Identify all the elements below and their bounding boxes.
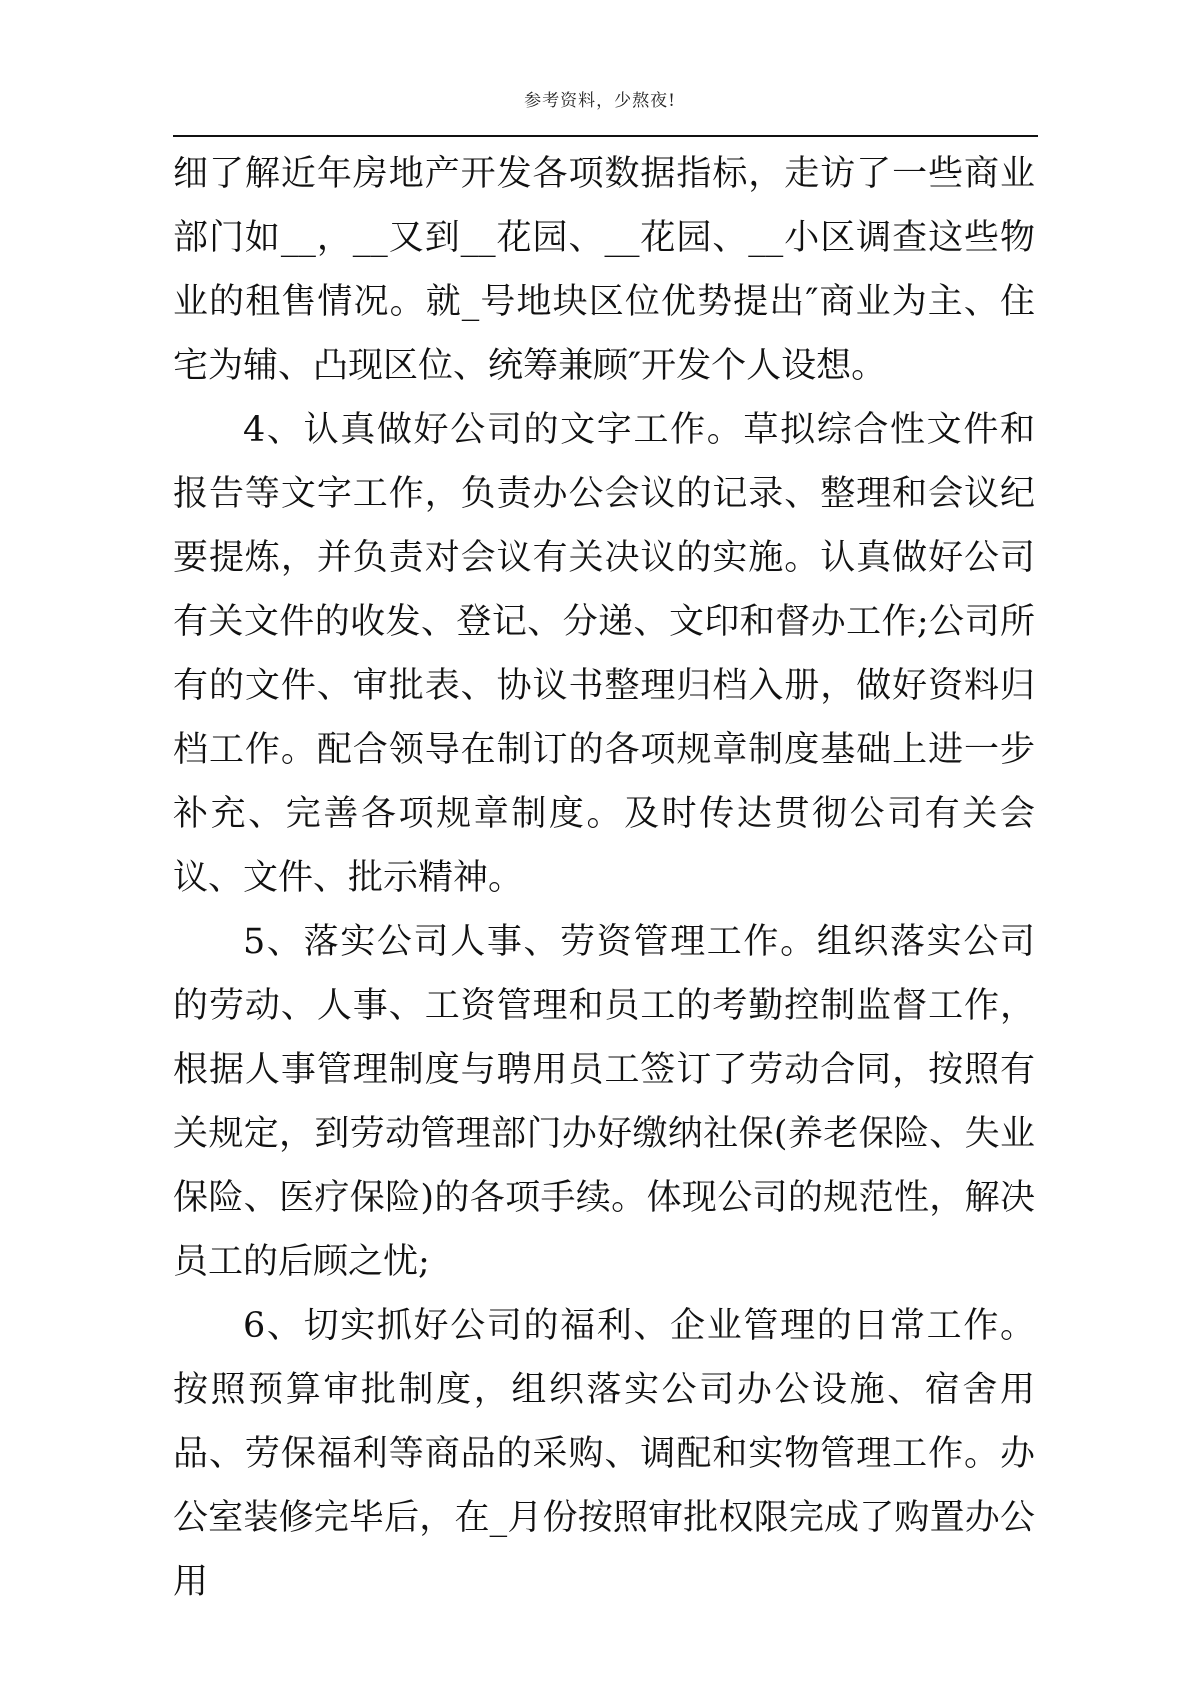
page-header: 参考资料，少熬夜! xyxy=(524,91,676,111)
paragraph-item-6: 6、切实抓好公司的福利、企业管理的日常工作。按照预算审批制度，组织落实公司办公设施、宿舍用品、劳保福利等商品的采购、调配和实物管理工作。办公室装修完毕后，在_月份按照审批权限完成了购置办公用 xyxy=(173,1306,1035,1602)
document-body xyxy=(173,142,1035,1614)
header-divider xyxy=(173,135,1038,137)
paragraph-item-5: 5、落实公司人事、劳资管理工作。组织落实公司的劳动、人事、工资管理和员工的考勤控制监督工作，根据人事管理制度与聘用员工签订了劳动合同，按照有关规定，到劳动管理部门办好缴纳社保(养老保险、失业保险、医疗保险)的各项手续。体现公司的规范性，解决员工的后顾之忧; xyxy=(173,922,1035,1282)
paragraph-item-4: 4、认真做好公司的文字工作。草拟综合性文件和报告等文字工作，负责办公会议的记录、整理和会议纪要提炼，并负责对会议有关决议的实施。认真做好公司有关文件的收发、登记、分递、文印和督办工作;公司所有的文件、审批表、协议书整理归档入册，做好资料归档工作。配合领导在制订的各项规章制度基础上进一步补充、完善各项规章制度。及时传达贯彻公司有关会议、文件、批示精神。 xyxy=(173,410,1035,898)
paragraph-continued: 细了解近年房地产开发各项数据指标，走访了一些商业部门如__，__又到__花园、__花园、__小区调查这些物业的租售情况。就_号地块区位优势提出″商业为主、住宅为辅、凸现区位、统筹兼顾″开发个人设想。 xyxy=(173,154,1035,386)
